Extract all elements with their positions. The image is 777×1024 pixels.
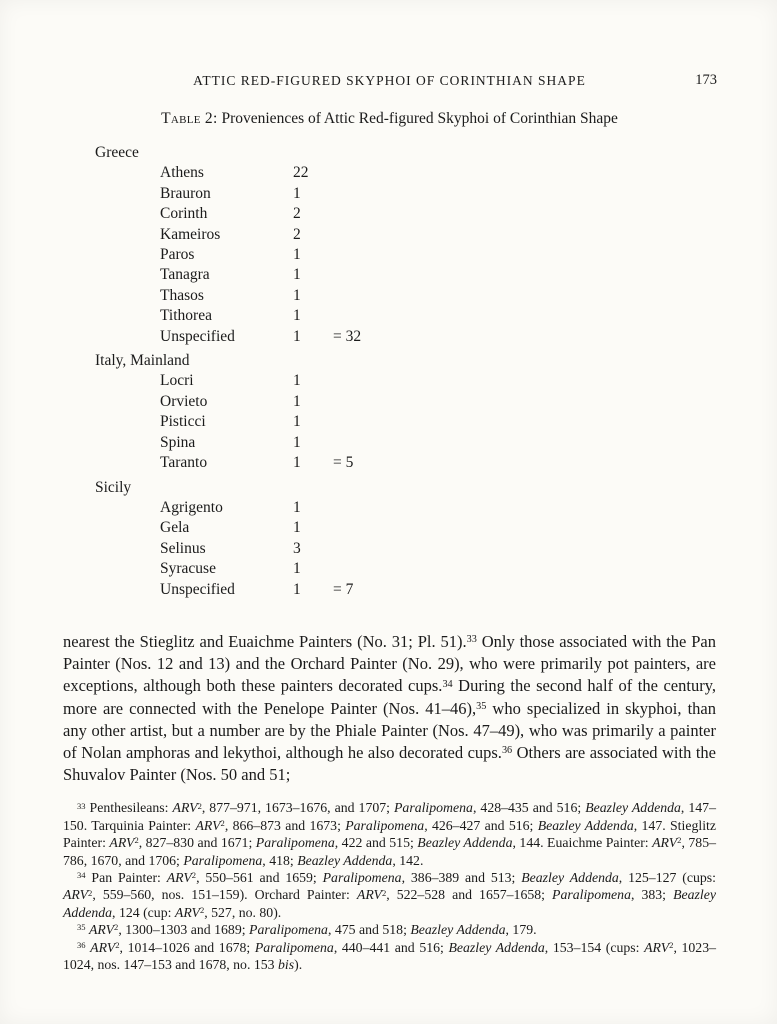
place-name: Paros <box>160 246 195 264</box>
footnote-36: $^{36}$ ARV$^2$, 1014–1026 and 1678; Paralipomena, 440–441 and 516; Beazley Addenda, 153–154 (cups: ARV$^2$, 1023–1024, nos. 147–153 and 1678, no. 153 bis). <box>63 939 716 973</box>
place-name: Gela <box>160 519 190 537</box>
place-count: 1 <box>293 307 301 325</box>
place-count: 1 <box>293 327 301 345</box>
provenience-table <box>63 143 716 600</box>
table-caption-text: Proveniences of Attic Red-figured Skyphoi of Corinthian Shape <box>217 110 618 127</box>
table-group-italy-mainland <box>63 351 716 473</box>
place-count: 2 <box>293 205 301 223</box>
running-head-title: ATTIC RED-FIGURED SKYPHOI OF CORINTHIAN SHAPE <box>193 73 586 88</box>
table-row <box>160 286 716 306</box>
table-caption <box>63 109 716 129</box>
place-name: Agrigento <box>160 498 223 516</box>
place-name: Unspecified <box>160 580 235 598</box>
place-name: Taranto <box>160 454 208 472</box>
table-group-sicily <box>63 478 716 600</box>
footnote-35: $^{35}$ ARV$^2$, 1300–1303 and 1689; Paralipomena, 475 and 518; Beazley Addenda, 179. <box>77 922 537 938</box>
footnotes-block <box>63 799 716 973</box>
page-number: 173 <box>695 72 717 88</box>
place-count: 2 <box>293 225 301 243</box>
place-name: Athens <box>160 164 204 182</box>
group-subtotal: = 32 <box>333 327 362 345</box>
group-name: Italy, Mainland <box>95 352 190 370</box>
place-name: Selinus <box>160 539 206 557</box>
place-count: 1 <box>293 580 301 598</box>
table-caption-label: Table 2: <box>161 110 218 127</box>
place-count: 22 <box>293 164 309 182</box>
table-row <box>160 498 716 518</box>
table-row <box>160 539 716 559</box>
place-name: Kameiros <box>160 225 221 243</box>
place-name: Orvieto <box>160 392 208 410</box>
table-row <box>160 306 716 326</box>
place-count: 1 <box>293 246 301 264</box>
place-name: Pisticci <box>160 413 206 431</box>
place-count: 1 <box>293 560 301 578</box>
table-row <box>160 433 716 453</box>
table-row <box>160 559 716 579</box>
footnote-33: $^{33}$ Penthesileans: ARV$^2$, 877–971, 1673–1676, and 1707; Paralipomena, 428–435 and 516; Beazley Addenda, 147–150. Tarquinia Painter: ARV$^2$, 866–873 and 1673; Paralipomena, 426–427 and 516; Beazley Addenda, 147. Stieglitz Painter: ARV$^2$, 827–830 and 1671; Paralipomena, 422 and 515; Beazley Addenda, 144. Euaichme Painter: ARV$^2$, 785–786, 1670, and 1706; Paralipomena, 418; Beazley Addenda, 142. <box>63 800 716 868</box>
table-row <box>160 204 716 224</box>
place-name: Brauron <box>160 184 211 202</box>
table-row <box>160 184 716 204</box>
group-name: Greece <box>95 144 139 161</box>
table-row <box>160 327 716 347</box>
place-count: 1 <box>293 433 301 451</box>
table-row <box>160 392 716 412</box>
place-count: 1 <box>293 392 301 410</box>
table-row <box>160 245 716 265</box>
place-name: Locri <box>160 372 194 390</box>
place-count: 1 <box>293 184 301 202</box>
page-content <box>63 0 716 973</box>
running-head <box>63 72 716 89</box>
place-name: Thasos <box>160 286 204 304</box>
place-name: Tanagra <box>160 266 210 284</box>
place-count: 1 <box>293 286 301 304</box>
place-count: 1 <box>293 454 301 472</box>
table-row <box>160 412 716 432</box>
table-row <box>160 371 716 391</box>
place-count: 1 <box>293 413 301 431</box>
place-count: 1 <box>293 519 301 537</box>
table-row <box>160 163 716 183</box>
place-name: Spina <box>160 433 196 451</box>
footnote-34: $^{34}$ Pan Painter: ARV$^2$, 550–561 and 1659; Paralipomena, 386–389 and 513; Beazley Addenda, 125–127 (cups: ARV$^2$, 559–560, nos. 151–159). Orchard Painter: ARV$^2$, 522–528 and 1657–1658; Paralipomena, 383; Beazley Addenda, 124 (cup: ARV$^2$, 527, no. 80). <box>63 869 716 920</box>
place-count: 1 <box>293 266 301 284</box>
group-subtotal: = 7 <box>333 580 354 598</box>
place-name: Unspecified <box>160 327 235 345</box>
place-name: Corinth <box>160 205 208 223</box>
table-row <box>160 225 716 245</box>
table-row <box>160 265 716 285</box>
place-name: Tithorea <box>160 307 212 325</box>
group-subtotal: = 5 <box>333 454 354 472</box>
place-name: Syracuse <box>160 560 216 578</box>
place-count: 1 <box>293 372 301 390</box>
table-group-greece <box>63 143 716 347</box>
body-paragraph: nearest the Stieglitz and Euaichme Painters (No. 31; Pl. 51).$^{33}$ Only those associated with the Pan Painter (Nos. 12 and 13) and the Orchard Painter (No. 29), who were primarily pot painters, are exceptions, although both these painters decorated cups.$^{34}$ During the second half of the century, more are connected with the Penelope Painter (Nos. 41–46),$^{35}$ who specialized in skyphoi, than any other artist, but a number are by the Phiale Painter (Nos. 47–49), who was primarily a painter of Nolan amphoras and lekythoi, although he also decorated cups.$^{36}$ Others are associated with the Shuvalov Painter (Nos. 50 and 51; <box>63 631 717 785</box>
table-row <box>160 580 716 600</box>
place-count: 3 <box>293 539 301 557</box>
place-count: 1 <box>293 498 301 516</box>
table-row <box>160 453 716 473</box>
group-name: Sicily <box>95 478 132 496</box>
table-row <box>160 518 716 538</box>
